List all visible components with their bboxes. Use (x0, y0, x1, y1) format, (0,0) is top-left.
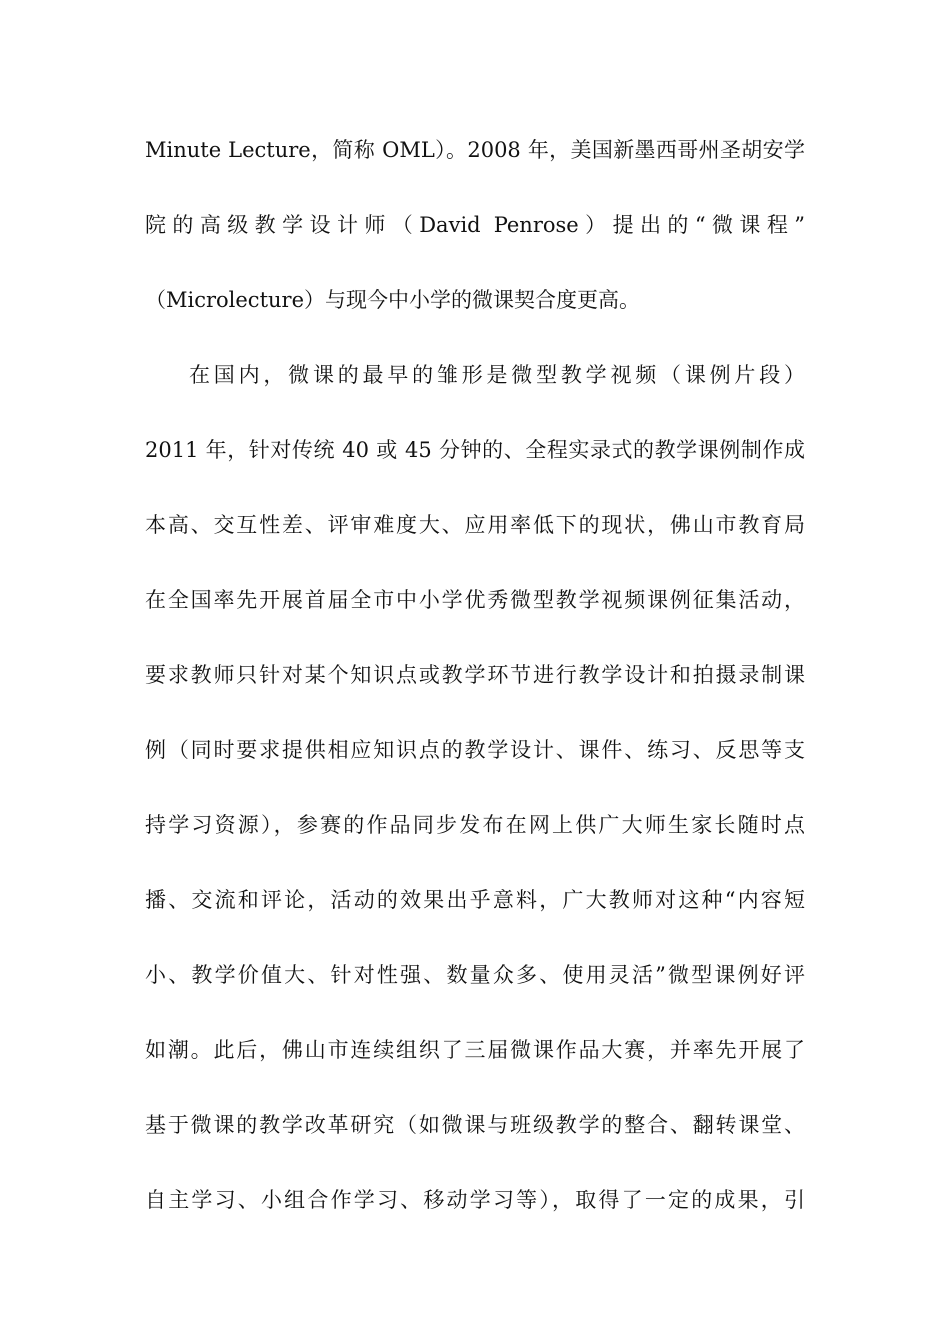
text-line: 在全国率先开展首届全市中小学优秀微型教学视频课例征集活动， (145, 588, 805, 612)
text-line: 如潮。此后，佛山市连续组织了三届微课作品大赛，并率先开展了 (145, 1038, 805, 1062)
text-line: 基于微课的教学改革研究（如微课与班级教学的整合、翻转课堂、 (145, 1113, 805, 1137)
text-line: （Microlecture）与现今中小学的微课契合度更高。 (145, 288, 640, 312)
text-line: 院的高级教学设计师（David Penrose）提出的“微课程” (145, 213, 805, 237)
body-text (145, 130, 805, 1255)
text-line: 自主学习、小组合作学习、移动学习等），取得了一定的成果，引 (145, 1188, 805, 1212)
text-line: 本高、交互性差、评审难度大、应用率低下的现状，佛山市教育局 (145, 513, 805, 537)
text-line: 小、教学价值大、针对性强、数量众多、使用灵活”微型课例好评 (145, 963, 805, 987)
paragraph-first-line: 在国内，微课的最早的雏形是微型教学视频（课例片段） (189, 363, 805, 387)
text-line: 2011 年，针对传统 40 或 45 分钟的、全程实录式的教学课例制作成 (145, 438, 805, 462)
text-line: 例（同时要求提供相应知识点的教学设计、课件、练习、反思等支 (145, 738, 805, 762)
text-line: 持学习资源），参赛的作品同步发布在网上供广大师生家长随时点 (145, 813, 805, 837)
text-line: Minute Lecture，简称 OML）。2008 年，美国新墨西哥州圣胡安学 (145, 138, 805, 162)
text-line: 播、交流和评论，活动的效果出乎意料，广大教师对这种“内容短 (145, 888, 805, 912)
text-line: 要求教师只针对某个知识点或教学环节进行教学设计和拍摄录制课 (145, 663, 805, 687)
